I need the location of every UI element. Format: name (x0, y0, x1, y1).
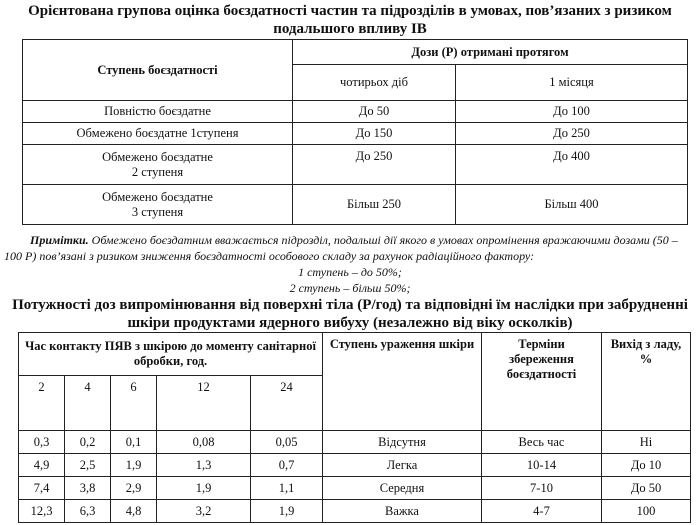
hour-12: 12 (157, 376, 251, 431)
table-row: Обмежено боєздатне 2 ступеня До 250 До 400 (23, 145, 688, 185)
table-row: Обмежено боєздатне 1ступеня До 150 До 250 (23, 123, 688, 145)
header-skin-degree: Ступень ураження шкіри (323, 333, 482, 431)
combat-readiness-table (22, 39, 688, 225)
hour-4: 4 (65, 376, 111, 431)
skin-contamination-table (18, 332, 691, 523)
header-degree: Ступень боєздатності (23, 40, 293, 101)
table-row: Обмежено боєздатне 3 ступеня Більш 250 Більш 400 (23, 185, 688, 225)
table1-title: Орієнтована групова оцінка боєздатності частин та підрозділів в умовах, пов’язаних з ризиком подальшого впливу ІВ (28, 3, 672, 37)
hour-2: 2 (19, 376, 65, 431)
header-1month: 1 місяця (456, 65, 688, 101)
hour-6: 6 (111, 376, 157, 431)
note-line-2: 2 ступень – більш 50%; (289, 281, 411, 295)
table-row: 4,9 2,5 1,9 1,3 0,7 Легка 10-14 До 10 (19, 454, 691, 477)
header-dose: Дози (Р) отримані протягом (293, 40, 688, 65)
note-line-1: 1 ступень – до 50%; (298, 265, 402, 279)
hour-24: 24 (251, 376, 323, 431)
table-row: 0,3 0,2 0,1 0,08 0,05 Відсутня Весь час Ні (19, 431, 691, 454)
note-label: Примітки. (30, 233, 89, 247)
notes (4, 232, 696, 296)
header-contact-time: Час контакту ПЯВ з шкірою до моменту санітарної обробки, год. (19, 333, 323, 376)
header-exit: Вихід з ладу, % (602, 333, 691, 431)
header-terms: Терміни збереження боєздатності (482, 333, 602, 431)
table-row: 7,4 3,8 2,9 1,9 1,1 Середня 7-10 До 50 (19, 477, 691, 500)
note-text: Обмежено боєздатним вважається підрозділ, подальші дії якого в умовах опромінення вражаючими дозами (50 – 100 Р) пов’язані з ризиком зниження боєздатності особового складу за рахунок радіаційного фактору: (4, 233, 678, 263)
table2-title: Потужності доз випромінювання від поверхні тіла (Р/год) та відповідні їм наслідки при забрудненні шкіри продуктами ядерного вибуху (незалежно від віку осколків) (12, 297, 688, 331)
table-row: Повністю боєздатне До 50 До 100 (23, 101, 688, 123)
header-4days: чотирьох діб (293, 65, 456, 101)
table-row: 12,3 6,3 4,8 3,2 1,9 Важка 4-7 100 (19, 500, 691, 523)
